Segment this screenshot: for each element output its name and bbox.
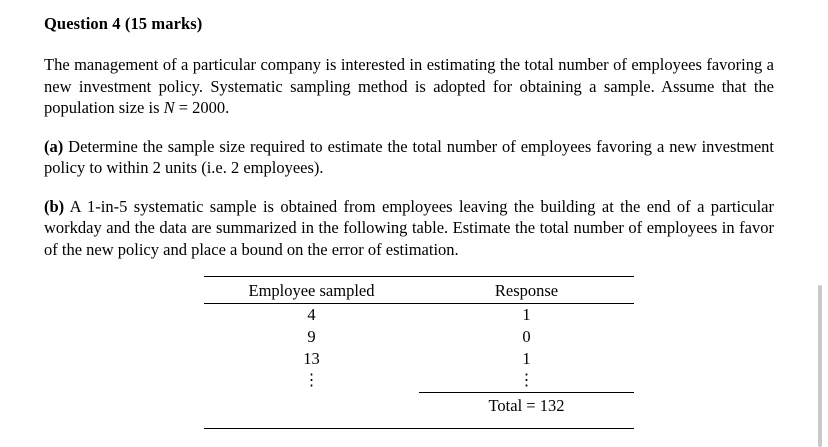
table-row (204, 304, 634, 327)
part-a-paragraph (44, 136, 774, 179)
table-row (204, 370, 634, 393)
table-rule-cell-left (204, 417, 419, 429)
table-rule-cell-right (419, 417, 634, 429)
intro-text-before-n: The management of a particular company is interested in estimating the total number of employees favoring a new investment policy. Systematic sampling method is adopted for obtaining a sample. Assume that the population size is (44, 55, 774, 117)
part-b-label: (b) (44, 196, 65, 216)
scrollbar[interactable] (818, 285, 822, 447)
page-title: Question 4 (15 marks) (44, 14, 203, 33)
data-table-wrapper (44, 276, 784, 429)
cell-employee: 4 (307, 305, 316, 324)
cell-response: 1 (522, 305, 531, 324)
cell-response: 1 (522, 349, 531, 368)
table-header-employee: Employee sampled (204, 280, 419, 304)
question-intro-paragraph (44, 54, 774, 119)
table-row (204, 326, 634, 348)
cell-response: 0 (522, 327, 531, 346)
cell-employee: 9 (307, 327, 316, 346)
total-value: Total = 132 (419, 393, 634, 418)
part-a-label: (a) (44, 136, 64, 156)
part-b-paragraph (44, 196, 774, 261)
cell-response-ellipsis: ⋮ (518, 372, 535, 389)
table-header-response: Response (419, 280, 634, 304)
total-empty-cell (204, 393, 419, 418)
intro-text-after-n: = 2000. (174, 98, 230, 117)
table-bottom-rule-row (204, 417, 634, 429)
table-total-row (204, 393, 634, 418)
part-a-text: Determine the sample size required to estimate the total number of employees favoring a new investment policy to within 2 units (i.e. 2 employees). (44, 136, 774, 177)
table-header-row (204, 280, 634, 304)
cell-employee-ellipsis: ⋮ (303, 372, 320, 390)
sample-data-table (204, 276, 634, 429)
part-b-text: A 1-in-5 systematic sample is obtained from employees leaving the building at the end of a particular workday and the data are summarized in the following table. Estimate the total number of employees in favor of the new policy and place a bound on the error of estimation. (44, 196, 774, 259)
table-row (204, 348, 634, 370)
population-size-symbol: N (163, 98, 175, 117)
cell-employee: 13 (303, 349, 320, 368)
